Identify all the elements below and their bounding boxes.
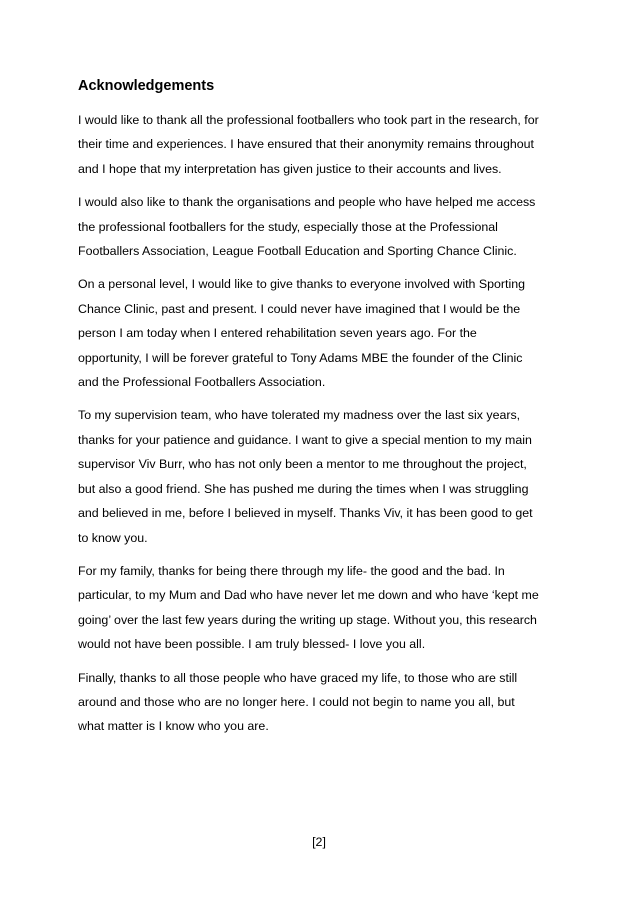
text-line: supervisor Viv Burr, who has not only been a mentor to me throughout the project, <box>78 457 527 472</box>
document-body <box>78 76 570 748</box>
paragraph-1 <box>78 108 570 181</box>
page-title: Acknowledgements <box>78 78 215 94</box>
paragraph-2 <box>78 190 570 263</box>
text-line: what matter is I know who you are. <box>78 719 269 734</box>
text-line: Footballers Association, League Football Education and Sporting Chance Clinic. <box>78 244 517 259</box>
text-line: would not have been possible. I am truly blessed- I love you all. <box>78 637 426 652</box>
text-line: going’ over the last few years during the writing up stage. Without you, this research <box>78 612 537 627</box>
text-line: On a personal level, I would like to give thanks to everyone involved with Sporting <box>78 277 526 292</box>
text-line: particular, to my Mum and Dad who have never let me down and who have ‘kept me <box>78 588 539 603</box>
text-line: opportunity, I will be forever grateful to Tony Adams MBE the founder of the Clinic <box>78 350 523 365</box>
text-line: and I hope that my interpretation has given justice to their accounts and lives. <box>78 161 502 176</box>
text-line: Chance Clinic, past and present. I could never have imagined that I would be the <box>78 301 521 316</box>
text-line: around and those who are no longer here. I could not begin to name you all, but <box>78 694 515 709</box>
text-line: their time and experiences. I have ensured that their anonymity remains throughout <box>78 137 534 152</box>
text-line: For my family, thanks for being there through my life- the good and the bad. In <box>78 563 505 578</box>
text-line: the professional footballers for the study, especially those at the Professional <box>78 219 498 234</box>
text-line: and believed in me, before I believed in myself. Thanks Viv, it has been good to get <box>78 506 533 521</box>
paragraph-4 <box>78 403 570 549</box>
text-line: I would also like to thank the organisations and people who have helped me access <box>78 195 536 210</box>
page-number: [2] <box>312 835 326 849</box>
text-line: but also a good friend. She has pushed me during the times when I was struggling <box>78 481 529 496</box>
text-line: Finally, thanks to all those people who have graced my life, to those who are still <box>78 670 518 685</box>
text-line: and the Professional Footballers Association. <box>78 375 326 390</box>
text-line: To my supervision team, who have tolerated my madness over the last six years, <box>78 408 521 423</box>
text-line: thanks for your patience and guidance. I want to give a special mention to my main <box>78 432 532 447</box>
paragraph-3 <box>78 272 570 394</box>
text-line: to know you. <box>78 530 148 545</box>
text-line: I would like to thank all the professional footballers who took part in the research, for <box>78 113 539 127</box>
text-line: person I am today when I entered rehabilitation seven years ago. For the <box>78 326 477 341</box>
paragraph-6 <box>78 666 570 739</box>
paragraph-5 <box>78 559 570 657</box>
